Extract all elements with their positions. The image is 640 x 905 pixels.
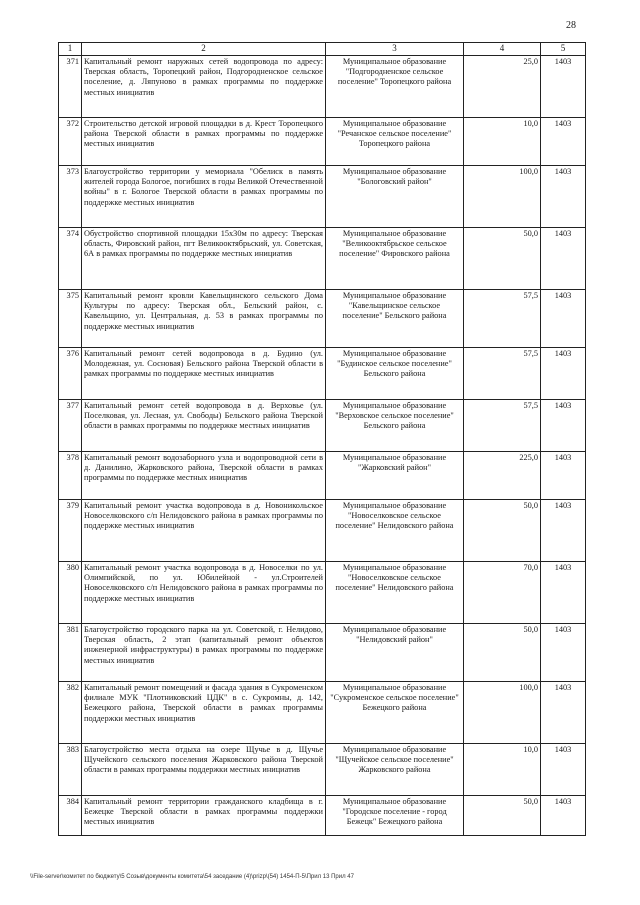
table-row (59, 500, 586, 562)
row-code: 1403 (541, 118, 586, 166)
row-description: Капитальный ремонт территории гражданского кладбища в г. Бежецке Тверской области в рамках программы поддержки местных инициатив (82, 796, 326, 836)
row-number: 380 (59, 562, 82, 624)
row-number: 384 (59, 796, 82, 836)
row-code: 1403 (541, 562, 586, 624)
row-municipality: Муниципальное образование "Речанское сельское поселение" Торопецкого района (326, 118, 464, 166)
row-amount: 100,0 (464, 682, 541, 744)
row-municipality: Муниципальное образование "Нелидовский район" (326, 624, 464, 682)
table-body (59, 56, 586, 836)
row-description: Капитальный ремонт участка водопровода в д. Новоселки по ул. Олимпийской, по ул. Юбилейной - ул.Строителей Новоселковского с/п Нелидовского района в рамках программы по поддержке местных инициатив (82, 562, 326, 624)
table-row (59, 744, 586, 796)
row-description: Благоустройство городского парка на ул. Советской, г. Нелидово, Тверская область, 2 этап (капитальный ремонт объектов инженерной инфраструктуры) в рамках программы по поддержке местных инициатив (82, 624, 326, 682)
row-description: Капитальный ремонт водозаборного узла и водопроводной сети в д. Данилино, Жарковского района, Тверской области в рамках программы по поддержке местных инициатив (82, 452, 326, 500)
row-amount: 50,0 (464, 796, 541, 836)
row-amount: 57,5 (464, 400, 541, 452)
row-number: 377 (59, 400, 82, 452)
budget-table (58, 42, 586, 836)
row-number: 382 (59, 682, 82, 744)
table-row (59, 452, 586, 500)
row-code: 1403 (541, 228, 586, 290)
row-description: Строительство детской игровой площадки в д. Крест Торопецкого района Тверской области в рамках программы по поддержке местных инициатив (82, 118, 326, 166)
row-amount: 100,0 (464, 166, 541, 228)
row-amount: 50,0 (464, 228, 541, 290)
table-row (59, 56, 586, 118)
row-amount: 10,0 (464, 118, 541, 166)
table-row (59, 682, 586, 744)
row-code: 1403 (541, 796, 586, 836)
row-amount: 50,0 (464, 500, 541, 562)
table-row (59, 562, 586, 624)
row-number: 371 (59, 56, 82, 118)
row-code: 1403 (541, 166, 586, 228)
row-description: Благоустройство территории у мемориала "Обелиск в память жителей города Бологое, погибших в годы Великой Отечественной войны" в г. Бологое Тверской области в рамках программы по поддержке местных инициатив (82, 166, 326, 228)
column-header-2: 2 (82, 43, 326, 56)
table-row (59, 796, 586, 836)
row-amount: 70,0 (464, 562, 541, 624)
row-code: 1403 (541, 56, 586, 118)
table-row (59, 290, 586, 348)
column-header-1: 1 (59, 43, 82, 56)
row-number: 379 (59, 500, 82, 562)
row-code: 1403 (541, 500, 586, 562)
row-municipality: Муниципальное образование "Бологовский район" (326, 166, 464, 228)
column-header-3: 3 (326, 43, 464, 56)
file-path-footer: \\File-server\комитет по бюджету\5 Созыв\документы комитета\54 заседание (4)\prizp\(54) 1454-П-5\Прил 13 Прил 47 (30, 874, 354, 880)
row-municipality: Муниципальное образование "Городское поселение - город Бежецк" Бежецкого района (326, 796, 464, 836)
column-header-5: 5 (541, 43, 586, 56)
row-description: Капитальный ремонт наружных сетей водопровода по адресу: Тверская область, Торопецкий район, Подгородненское сельское поселение, д. Ляпуново в рамках программы по поддержке местных инициатив (82, 56, 326, 118)
row-description: Обустройство спортивной площадки 15х30м по адресу: Тверская область, Фировский район, пгт Великооктябрьский, ул. Советская, 6А в рамках программы по поддержке местных инициатив (82, 228, 326, 290)
row-description: Капитальный ремонт участка водопровода в д. Новоникольское Новоселковского с/п Нелидовского района в рамках программы по поддержке местных инициатив (82, 500, 326, 562)
table-row (59, 118, 586, 166)
row-amount: 25,0 (464, 56, 541, 118)
row-code: 1403 (541, 744, 586, 796)
row-code: 1403 (541, 400, 586, 452)
row-municipality: Муниципальное образование "Великооктябрьское сельское поселение" Фировского района (326, 228, 464, 290)
row-municipality: Муниципальное образование "Сукроменское сельское поселение" Бежецкого района (326, 682, 464, 744)
row-number: 378 (59, 452, 82, 500)
row-description: Капитальный ремонт помещений и фасада здания в Сукроменском филиале МУК "Плотниковский ЦДК" в с. Сукромны, д. 142, Бежецкого района, Тверской области в рамках программы поддержки местных инициатив (82, 682, 326, 744)
row-amount: 50,0 (464, 624, 541, 682)
row-amount: 57,5 (464, 348, 541, 400)
row-code: 1403 (541, 682, 586, 744)
row-municipality: Муниципальное образование "Верховское сельское поселение" Бельского района (326, 400, 464, 452)
row-number: 372 (59, 118, 82, 166)
row-number: 381 (59, 624, 82, 682)
row-number: 374 (59, 228, 82, 290)
row-municipality: Муниципальное образование "Кавельщинское сельское поселение" Бельского района (326, 290, 464, 348)
row-number: 373 (59, 166, 82, 228)
row-amount: 225,0 (464, 452, 541, 500)
table-row (59, 166, 586, 228)
row-municipality: Муниципальное образование "Будинское сельское поселение" Бельского района (326, 348, 464, 400)
row-code: 1403 (541, 452, 586, 500)
row-description: Капитальный ремонт сетей водопровода в д. Верховье (ул. Поселковая, ул. Лесная, ул. Свободы) Бельского района Тверской области в рамках программы по поддержке местных инициатив (82, 400, 326, 452)
row-description: Благоустройство места отдыха на озере Щучье в д. Щучье Щучейского сельского поселения Жарковского района Тверской области в рамках программы поддержки местных инициатив (82, 744, 326, 796)
row-description: Капитальный ремонт кровли Кавельщинского сельского Дома Культуры по адресу: Тверская обл., Бельский район, с. Кавельщино, ул. Центральная, д. 53 в рамках программы по поддержке местных инициатив (82, 290, 326, 348)
row-amount: 10,0 (464, 744, 541, 796)
row-number: 375 (59, 290, 82, 348)
row-municipality: Муниципальное образование "Новоселковское сельское поселение" Нелидовского района (326, 562, 464, 624)
page-number: 28 (566, 20, 576, 31)
row-municipality: Муниципальное образование "Жарковский район" (326, 452, 464, 500)
table-row (59, 400, 586, 452)
table-row (59, 624, 586, 682)
row-municipality: Муниципальное образование "Новоселковское сельское поселение" Нелидовского района (326, 500, 464, 562)
row-municipality: Муниципальное образование "Щучейское сельское поселение" Жарковского района (326, 744, 464, 796)
row-code: 1403 (541, 624, 586, 682)
table-header (59, 43, 586, 56)
row-code: 1403 (541, 290, 586, 348)
row-number: 376 (59, 348, 82, 400)
row-description: Капитальный ремонт сетей водопровода в д. Будино (ул. Молодежная, ул. Сосновая) Бельского района Тверской области в рамках программы по поддержке местных инициатив (82, 348, 326, 400)
column-header-4: 4 (464, 43, 541, 56)
row-municipality: Муниципальное образование "Подгородненское сельское поселение" Торопецкого района (326, 56, 464, 118)
table-row (59, 348, 586, 400)
table-row (59, 228, 586, 290)
row-number: 383 (59, 744, 82, 796)
row-amount: 57,5 (464, 290, 541, 348)
row-code: 1403 (541, 348, 586, 400)
